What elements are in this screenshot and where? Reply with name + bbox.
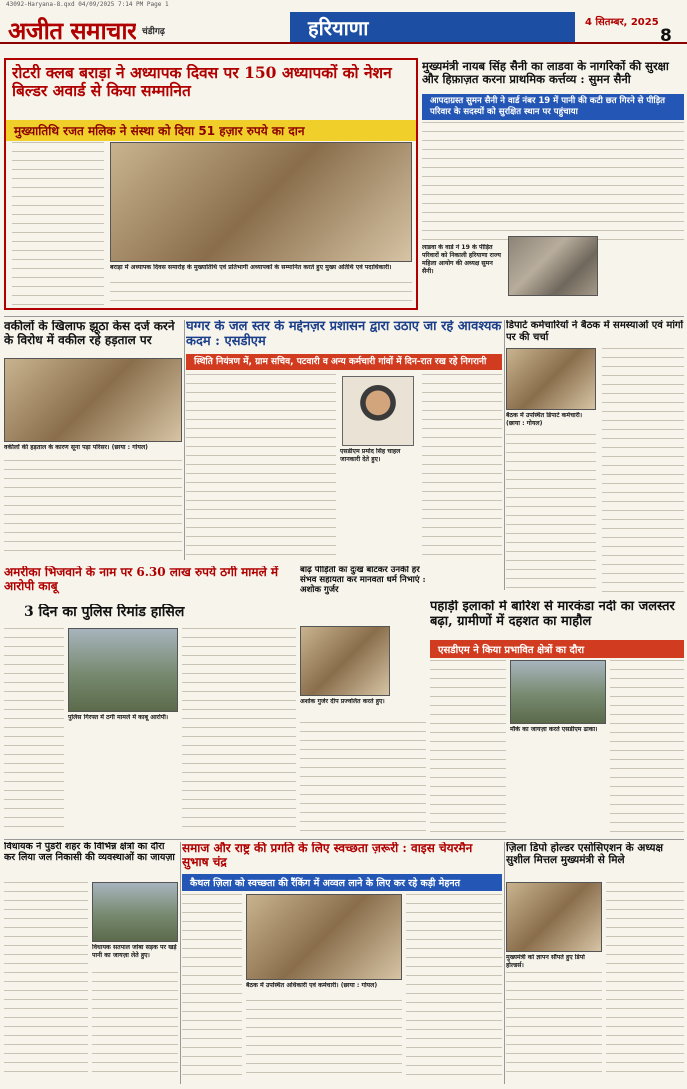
divider [4,839,684,840]
headline: बाढ़ पीड़ितों का दुःख बांटकर उनकी हर संभव सहायता कर मानवता धर्म निभाएं : अशोक गुर्जर [300,566,426,595]
photo-court-premises [4,358,182,442]
story-flood-relief [300,566,426,836]
dateline: 4 सितम्बर, 2025 [585,17,659,28]
headline: मुख्यमंत्री नायब सिंह सैनी का लाडवा के नागरिकों की सुरक्षा और हिफ़ाज़त करना प्राथमिक कर्त्तव्य : सुमन सैनी [422,60,669,87]
body-text-columns [506,434,596,596]
strap: स्थिति नियंत्रण में, ग्राम सचिव, पटवारी व अन्य कर्मचारी गांवों में दिन-रात रख रहे निगरानी [186,354,502,370]
photo-caption: मौके का जायज़ा करते एसडीएम ढाका। [510,726,598,733]
body-text-columns [4,628,64,832]
print-slug: 43092-Haryana-8.qxd 04/09/2025 7:14 PM Page 1 [6,1,169,8]
masthead [0,10,687,44]
photo-caption: लाडवा के वार्ड नं 19 के पीड़ित परिवारों को निकाली हरियाणा राज्य महिला आयोग की अध्यक्ष सुमन सैनी। [422,244,501,275]
story-lawyers [4,320,182,560]
photo-lamp-lighting [300,626,390,696]
photo-caption: वकीलों की हड़ताल के कारण सूना पड़ा परिसर। (छाया : गोयल) [4,444,149,451]
body-text-columns [422,374,502,556]
photo-caption: बैठक में उपस्थित डिपार्ट कर्मचारी। (छाया : गोयल) [506,412,583,427]
photo-caption: बैठक में उपस्थित अधिकारी एवं कर्मचारी। (छाया : गोयल) [246,982,378,989]
story-cleanliness [182,842,502,1084]
photo-caption: विधायक सतपाल जांबा सड़क पर खड़े पानी का जायज़ा लेते हुए। [92,944,177,959]
photo-flood-victims [508,236,598,296]
divider [180,842,181,1084]
headline: पहाड़ी इलाकों में बारिश से मारकंडा नदी का जलस्तर बढ़ा, ग्रामीणों में दहशत का माहौल [430,600,675,629]
brand-logo: अजीत समाचार [8,16,137,44]
body-text-columns [610,660,684,832]
body-text-columns [4,460,182,556]
headline: वकीलों के खिलाफ झूठा केस दर्ज करने के विरोध में वकील रहे हड़ताल पर [4,320,175,347]
story-america-fraud [4,566,296,836]
body-text-columns [506,972,602,1080]
strap: कैथल ज़िला को स्वच्छता की रैंकिंग में अव्वल लाने के लिए कर रहे कड़ी मेहनत [182,874,502,891]
body-text-columns [92,972,178,1080]
body-text-columns [182,628,296,832]
body-text-columns [300,722,426,832]
story-cm-ladwa [422,58,684,310]
story-staff-meeting [506,320,684,600]
body-text-columns [406,894,502,1080]
photo-river-inspection [510,660,606,724]
photo-meeting-officials [246,894,402,980]
body-text-columns [246,1000,402,1080]
story-ghaggar [186,320,502,560]
photo-cm-meeting [506,882,602,952]
headline: अमरीका भिजवाने के नाम पर 6.30 लाख रुपये ठगी मामले में आरोपी काबू [4,566,279,593]
photo-rotary-ceremony [110,142,412,262]
brand-city: चंडीगढ़ [142,27,165,37]
divider [4,316,684,317]
photo-sdm-portrait [342,376,414,446]
photo-caption: एसडीएम प्रमोद सिंह चाहल जानकारी देते हुए। [340,448,401,463]
divider [504,320,505,590]
photo-caption: मुख्यमंत्री को ज्ञापन सौंपते हुए डिपो होल्डर्स। [506,954,585,969]
story-depot-holders [506,842,684,1084]
story-mla-pundri [4,842,178,1084]
photo-caption: अशोक गुर्जर दीप प्रज्वलित करते हुए। [300,698,385,705]
strap: एसडीएम ने किया प्रभावित क्षेत्रों का दौरा [430,640,684,658]
strap: आपदाग्रस्त सुमन सैनी ने वार्ड नंबर 19 में पानी की कटी छत गिरने से पीड़ित परिवार के सदस्यों को सुरक्षित स्थान पर पहुंचाया [422,94,684,120]
page-number: 8 [660,26,672,44]
body-text-columns [110,282,412,308]
photo-caption: बराड़ा में अध्यापक दिवस समारोह के मुख्यातिथि एवं प्रतिभागी अध्यापकों के सम्मानित करते हुए मुख्य अतिथि एवं पदाधिकारी। [110,264,392,271]
body-text-columns [606,882,684,1080]
divider [184,320,185,560]
headline: डिपार्ट कर्मचारियों ने बैठक में समस्याओं एवं मांगों पर की चर्चा [506,320,684,343]
divider [504,842,505,1084]
body-text [12,142,104,308]
body-text-columns [186,374,336,556]
body-text-columns [430,660,506,832]
photo-waterlogging [92,882,178,942]
subhead: 3 दिन का पुलिस रिमांड हासिल [24,604,185,620]
headline: रोटरी क्लब बराड़ा ने अध्यापक दिवस पर 150 अध्यापकों को नेशन बिल्डर अवार्ड से किया सम्मानित [12,64,392,100]
body-text-columns [602,348,684,596]
story-markanda [430,600,684,836]
body-text-columns [4,882,88,1080]
photo-police-custody [68,628,178,712]
photo-meeting [506,348,596,410]
headline: विधायक ने पुंडरी शहर के विभिन्न क्षेत्रों का दौरा कर लिया जल निकासी की व्यवस्थाओं का जायज़ा [4,842,175,863]
section-title: हरियाणा [290,12,575,42]
body-text-columns [422,122,684,242]
body-text-columns [182,894,242,1080]
headline: समाज और राष्ट्र की प्रगति के लिए स्वच्छता ज़रूरी : वाइस चेयरमैन सुभाष चंद्र [182,842,473,869]
headline: ज़िला डिपो होल्डर एसोसिएशन के अध्यक्ष सुशील मित्तल मुख्यमंत्री से मिले [506,842,663,867]
story-rotary [4,58,418,310]
photo-caption: पुलिस गिरफ्त में ठगी मामले में काबू आरोपी। [68,714,169,721]
headline: घग्गर के जल स्तर के मद्देनज़र प्रशासन द्वारा उठाए जा रहे आवश्यक कदम : एसडीएम [186,320,502,349]
strap: मुख्यातिथि रजत मलिक ने संस्था को दिया 51 हज़ार रुपये का दान [6,120,416,141]
